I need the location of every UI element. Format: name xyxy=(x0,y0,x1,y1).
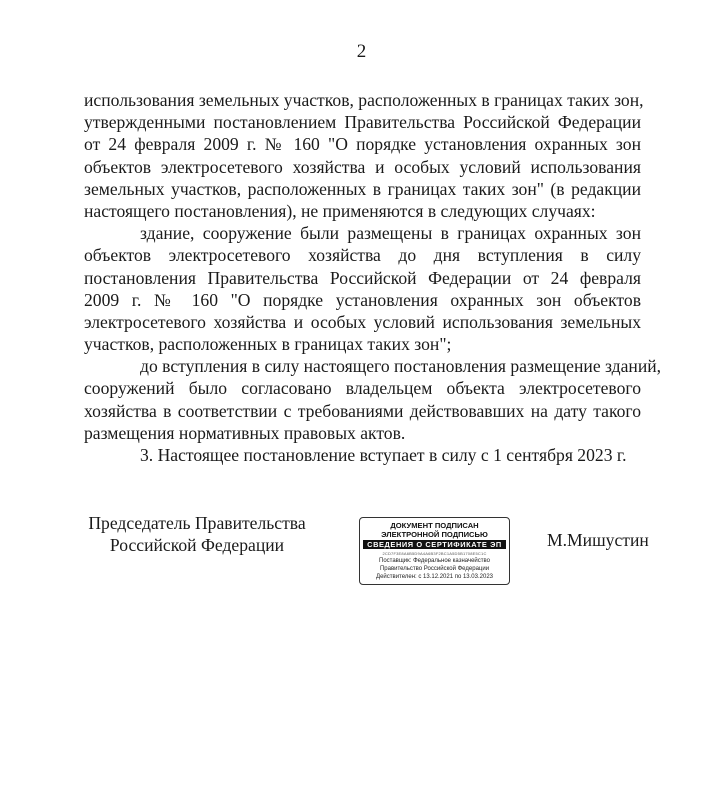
stamp-heading-line1: ДОКУМЕНТ ПОДПИСАН xyxy=(390,521,479,530)
signatory-title-line1: Председатель Правительства xyxy=(88,513,306,533)
text-line: использования земельных участков, расположенных в границах таких зон, xyxy=(84,90,644,110)
stamp-validity: Действителен: с 13.12.2021 по 13.03.2023 xyxy=(376,574,493,580)
stamp-certificate-bar: СВЕДЕНИЯ О СЕРТИФИКАТЕ ЭП xyxy=(363,540,506,549)
stamp-heading-line2: ЭЛЕКТРОННОЙ ПОДПИСЬЮ xyxy=(381,530,488,539)
text-line: 3. Настоящее постановление вступает в силу с 1 сентября 2023 г. xyxy=(140,445,627,465)
signatory-name: М.Мишустин xyxy=(547,530,649,550)
text-line: объектов электросетевого хозяйства до дня вступления в силу xyxy=(84,245,641,266)
text-line: земельных участков, расположенных в границах таких зон" (в редакции xyxy=(84,178,641,199)
text-line: сооружений было согласовано владельцем объекта электросетевого xyxy=(84,378,641,399)
stamp-supplier: Поставщик: Федеральное казначейство xyxy=(379,558,490,564)
text-line: до вступления в силу настоящего постановления размещение зданий, xyxy=(140,356,662,377)
text-line: электросетевого хозяйства и особых условий использования земельных xyxy=(84,311,641,332)
signatory-title xyxy=(84,512,310,556)
body-text xyxy=(84,89,662,466)
electronic-signature-stamp xyxy=(359,517,510,585)
text-line: настоящего постановления), не применяются в следующих случаях: xyxy=(84,200,596,221)
page-number: 2 xyxy=(356,41,367,62)
text-line: от 24 февраля 2009 г. № 160 "О порядке установления охранных зон xyxy=(84,134,641,155)
text-line: хозяйства в соответствии с требованиями действовавших на дату такого xyxy=(84,400,641,421)
text-line: здание, сооружение были размещены в границах охранных зон xyxy=(140,223,641,244)
signatory-title-line2: Российской Федерации xyxy=(109,535,285,555)
text-line: объектов электросетевого хозяйства и особых условий использования xyxy=(84,156,641,177)
text-line: участков, расположенных в границах таких зон"; xyxy=(84,334,452,355)
text-line: утвержденными постановлением Правительства Российской Федерации xyxy=(84,112,641,133)
stamp-serial: 2CD7F3E8A6B5D9A4A6B3F2BC1A5D5B1708E5C1C xyxy=(382,551,487,556)
text-line: постановления Правительства Российской Федерации от 24 февраля xyxy=(84,267,641,288)
stamp-owner: Правительство Российской Федерации xyxy=(379,566,490,572)
text-line: размещения нормативных правовых актов. xyxy=(84,422,406,443)
text-line: 2009 г. № 160 "О порядке установления охранных зон объектов xyxy=(84,289,641,310)
